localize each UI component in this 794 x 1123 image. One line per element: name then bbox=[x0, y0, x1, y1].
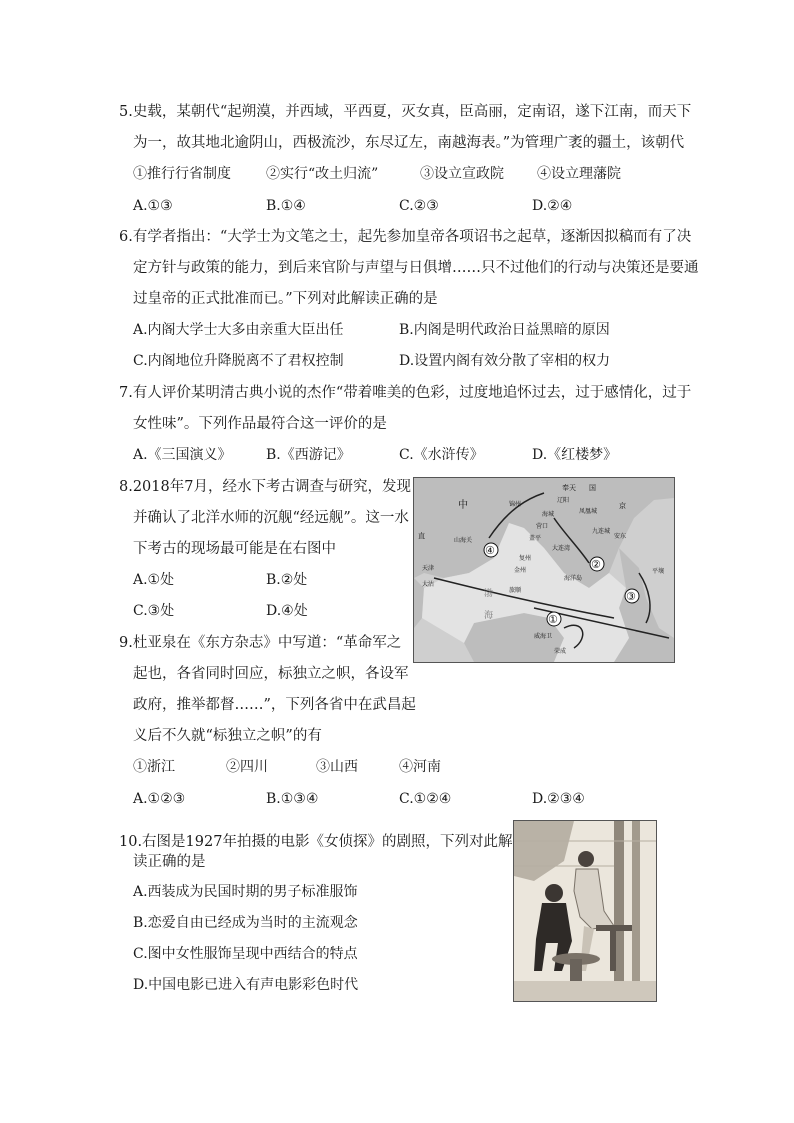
q7-option-b: B.《西游记》 bbox=[266, 447, 351, 463]
q6-stem-line-1: 6.有学者指出：“大学士为文笔之士，起先参加皇帝各项诏书之起草，逐渐因拟稿而有了决 bbox=[119, 229, 692, 245]
q9-option-a: A.①②③ bbox=[133, 791, 186, 807]
q8-option-c: C.③处 bbox=[133, 603, 175, 619]
photo-svg bbox=[514, 821, 656, 1001]
q7-option-d: D.《红楼梦》 bbox=[532, 447, 618, 463]
label-weihaiwei: 威海卫 bbox=[534, 633, 553, 640]
q9-stem-line-2: 起也，各省同时回应，标独立之帜，各设军 bbox=[133, 666, 409, 682]
label-haiyangdao: 海洋岛 bbox=[564, 575, 583, 582]
q9-stem-line-1: 9.杜亚泉在《东方杂志》中写道：“革命军之 bbox=[119, 635, 402, 651]
q10-option-d: D.中国电影已进入有声电影彩色时代 bbox=[133, 977, 359, 993]
marker-3: ③ bbox=[626, 590, 636, 603]
q5-option-c: C.②③ bbox=[399, 198, 439, 214]
q5-option-b: B.①④ bbox=[266, 198, 306, 214]
q8-stem-line-2: 并确认了北洋水师的沉舰“经远舰”。这一水 bbox=[133, 510, 409, 526]
q9-item-4: ④河南 bbox=[399, 759, 441, 775]
table-top bbox=[596, 925, 632, 931]
q5-item-3: ③设立宣政院 bbox=[420, 166, 504, 182]
q10-option-c: C.图中女性服饰呈现中西结合的特点 bbox=[133, 946, 358, 962]
label-bo: 渤 bbox=[484, 589, 494, 599]
q6-option-b: B.内阁是明代政治日益黑暗的原因 bbox=[399, 322, 610, 338]
q9-stem-line-4: 义后不久就“标独立之帜”的有 bbox=[133, 728, 322, 744]
table-leg bbox=[610, 931, 616, 971]
q5-option-d: D.②④ bbox=[532, 198, 573, 214]
q8-stem-line-1: 8.2018年7月，经水下考古调查与研究，发现 bbox=[119, 479, 411, 495]
label-pyongyang: 平壤 bbox=[652, 568, 665, 575]
q10-option-a: A.西装成为民国时期的男子标准服饰 bbox=[133, 884, 358, 900]
q9-option-c: C.①②④ bbox=[399, 791, 452, 807]
pillar bbox=[632, 821, 640, 1001]
q8-option-d: D.④处 bbox=[266, 603, 308, 619]
label-jinzhou: 锦州 bbox=[509, 501, 522, 508]
q6-option-d: D.设置内阁有效分散了宰相的权力 bbox=[399, 353, 611, 369]
label-fengtian: 奉天 bbox=[562, 484, 576, 492]
label-fuzhou: 复州 bbox=[519, 555, 532, 562]
q8-option-a: A.①处 bbox=[133, 572, 175, 588]
pillar bbox=[614, 821, 624, 1001]
label-zhi: 直 bbox=[418, 532, 425, 540]
marker-2: ② bbox=[591, 558, 601, 571]
marker-1: ① bbox=[548, 613, 558, 626]
q6-stem-line-3: 过皇帝的正式批准而已。”下列对此解读正确的是 bbox=[133, 291, 438, 307]
q10-stem-line-1: 10.右图是1927年拍摄的电影《女侦探》的剧照，下列对此解 bbox=[119, 834, 513, 850]
q5-option-a: A.①③ bbox=[133, 198, 173, 214]
q5-item-4: ④设立理藩院 bbox=[537, 166, 621, 182]
label-yingkou: 营口 bbox=[536, 523, 549, 530]
q9-stem-line-3: 政府，推举都督……”，下列各省中在武昌起 bbox=[133, 697, 416, 713]
q8-option-b: B.②处 bbox=[266, 572, 308, 588]
q6-stem-line-2: 定方针与政策的能力，到后来官阶与声望与日俱增……只不过他们的行动与决策还是要通 bbox=[133, 260, 699, 276]
label-gaiping: 盖平 bbox=[529, 535, 542, 542]
label-dalianwan: 大连湾 bbox=[552, 545, 571, 552]
label-haicheng: 海城 bbox=[542, 511, 555, 518]
sino-japanese-war-map bbox=[413, 477, 675, 663]
label-liaoyang: 辽阳 bbox=[557, 497, 570, 504]
label-jing: 京 bbox=[619, 502, 626, 510]
map-svg bbox=[414, 478, 674, 662]
q9-option-d: D.②③④ bbox=[532, 791, 585, 807]
q7-stem-line-2: 女性味”。下列作品最符合这一评价的是 bbox=[133, 416, 387, 432]
label-shanhaiguan: 山海关 bbox=[454, 537, 473, 544]
q7-option-a: A.《三国演义》 bbox=[133, 447, 232, 463]
floor bbox=[514, 981, 656, 1001]
q9-item-1: ①浙江 bbox=[133, 759, 175, 775]
man-head bbox=[545, 884, 563, 902]
q7-stem-line-1: 7.有人评价某明清古典小说的杰作“带着唯美的色彩，过度地追怀过去，过于感情化，过于 bbox=[119, 385, 692, 401]
q5-stem-line-2: 为一，故其地北逾阴山，西极流沙，东尽辽左，南越海表。”为管理广袤的疆土，该朝代 bbox=[133, 135, 685, 151]
q5-item-1: ①推行行省制度 bbox=[133, 166, 231, 182]
label-jiuliancheng: 九连城 bbox=[592, 528, 611, 535]
q10-option-b: B.恋爱自由已经成为当时的主流观念 bbox=[133, 915, 358, 931]
label-dagu: 大沽 bbox=[422, 581, 435, 588]
q10-stem-line-2: 读正确的是 bbox=[133, 854, 206, 870]
q5-item-2: ②实行“改土归流” bbox=[266, 166, 379, 182]
marker-4: ④ bbox=[485, 544, 495, 557]
q6-option-a: A.内阁大学士大多由亲重大臣出任 bbox=[133, 322, 344, 338]
label-lushun: 旅顺 bbox=[509, 587, 522, 594]
label-jinzhou2: 金州 bbox=[514, 567, 527, 574]
label-rongcheng: 荣成 bbox=[554, 648, 567, 655]
label-zhong: 中 bbox=[458, 500, 468, 511]
q9-item-2: ②四川 bbox=[226, 759, 268, 775]
woman-head bbox=[578, 851, 594, 867]
label-guo: 国 bbox=[589, 484, 596, 492]
q9-item-3: ③山西 bbox=[316, 759, 358, 775]
label-andong: 安东 bbox=[614, 533, 627, 540]
q5-stem-line-1: 5.史载，某朝代“起朔漠，并西域，平西夏，灭女真，臣高丽，定南诏，遂下江南，而天下 bbox=[119, 104, 692, 120]
q8-stem-line-3: 下考古的现场最可能是在右图中 bbox=[133, 541, 336, 557]
label-hai: 海 bbox=[484, 611, 494, 621]
q7-option-c: C.《水浒传》 bbox=[399, 447, 484, 463]
q9-option-b: B.①③④ bbox=[266, 791, 319, 807]
label-fenghuangcheng: 凤凰城 bbox=[579, 508, 598, 515]
q6-option-c: C.内阁地位升降脱离不了君权控制 bbox=[133, 353, 344, 369]
label-tianjin: 天津 bbox=[422, 565, 435, 572]
film-still-photo bbox=[513, 820, 657, 1002]
